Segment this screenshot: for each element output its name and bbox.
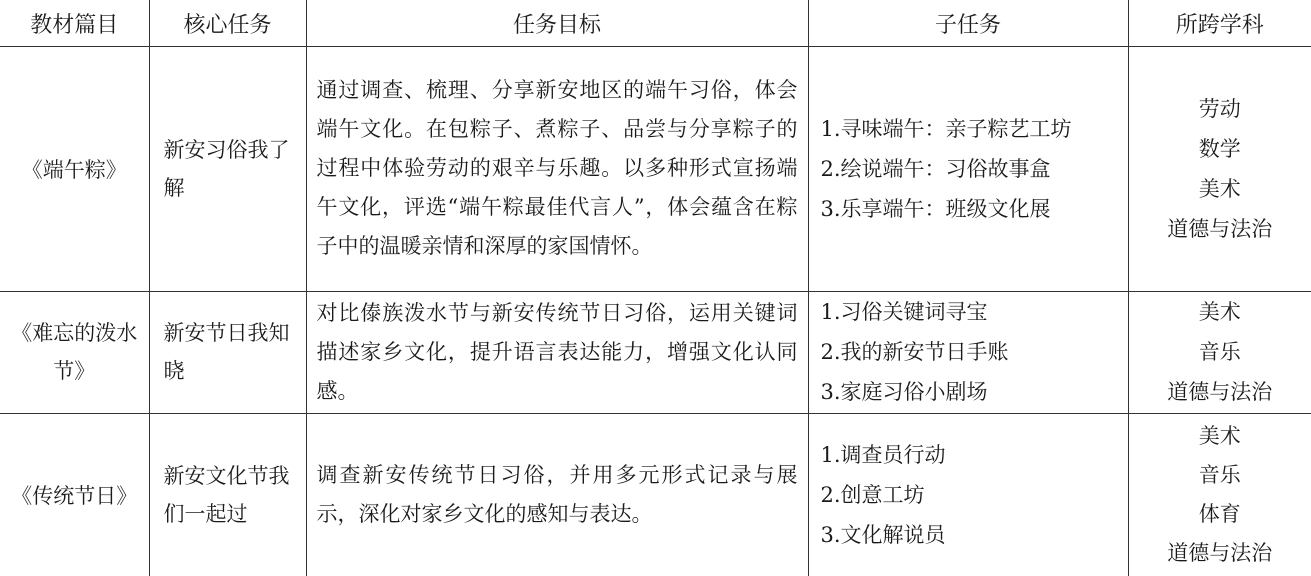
subtask-item: 2.创意工坊 — [820, 483, 925, 508]
subject-list — [1137, 417, 1304, 573]
lesson-cell: 《传统节日》 — [0, 414, 149, 576]
subjects-cell — [1128, 414, 1311, 576]
subtask-item: 3.乐享端午：班级文化展 — [820, 196, 1051, 221]
header-subtasks: 子任务 — [808, 0, 1128, 47]
task-goal-cell: 通过调查、梳理、分享新安地区的端午习俗，体会端午文化。在包粽子、煮粽子、品尝与分享粽子的过程中体验劳动的艰辛与乐趣。以多种形式宣扬端午文化，评选“端午粽最佳代言人”，体会蕴含在粽子中的温暖亲情和深厚的家国情怀。 — [306, 47, 808, 292]
subject-item: 美术 — [1198, 176, 1241, 201]
subject-item: 道德与法治 — [1167, 216, 1273, 241]
lesson-cell: 《难忘的泼水节》 — [0, 291, 149, 413]
subtask-item: 3.家庭习俗小剧场 — [820, 380, 988, 405]
subject-item: 道德与法治 — [1167, 541, 1273, 566]
subject-list — [1137, 89, 1304, 249]
header-task-goal: 任务目标 — [306, 0, 808, 47]
table-row — [0, 414, 1311, 576]
subject-item: 数学 — [1198, 136, 1241, 161]
header-row — [0, 0, 1311, 47]
subjects-cell — [1128, 47, 1311, 292]
subtasks-cell — [808, 414, 1128, 576]
subtasks-cell — [808, 291, 1128, 413]
core-task-cell: 新安文化节我们一起过 — [149, 414, 306, 576]
subtask-item: 3.文化解说员 — [820, 523, 946, 548]
table-row — [0, 291, 1311, 413]
core-task-cell: 新安节日我知晓 — [149, 291, 306, 413]
header-core-task: 核心任务 — [149, 0, 306, 47]
subjects-cell — [1128, 291, 1311, 413]
subject-list — [1137, 292, 1304, 412]
subject-item: 美术 — [1198, 424, 1241, 449]
subtasks-cell — [808, 47, 1128, 292]
subtask-item: 1.调查员行动 — [820, 443, 946, 468]
subtask-item: 2.我的新安节日手账 — [820, 340, 1009, 365]
subtask-item: 2.绘说端午：习俗故事盒 — [820, 156, 1051, 181]
header-subjects: 所跨学科 — [1128, 0, 1311, 47]
subject-item: 音乐 — [1198, 463, 1241, 488]
subject-item: 道德与法治 — [1167, 380, 1273, 405]
subtask-item: 1.寻味端午：亲子粽艺工坊 — [820, 116, 1072, 141]
task-goal-cell: 对比傣族泼水节与新安传统节日习俗，运用关键词描述家乡文化，提升语言表达能力，增强文化认同感。 — [306, 291, 808, 413]
subtask-list — [821, 109, 1120, 229]
task-goal-cell: 调查新安传统节日习俗，并用多元形式记录与展示，深化对家乡文化的感知与表达。 — [306, 414, 808, 576]
subtask-list — [821, 292, 1120, 412]
subtask-item: 1.习俗关键词寻宝 — [820, 300, 988, 325]
table-row — [0, 47, 1311, 292]
lesson-cell: 《端午粽》 — [0, 47, 149, 292]
subject-item: 劳动 — [1198, 96, 1241, 121]
core-task-cell: 新安习俗我了解 — [149, 47, 306, 292]
subtask-list — [821, 435, 1120, 555]
subject-item: 体育 — [1198, 502, 1241, 527]
subject-item: 美术 — [1198, 300, 1241, 325]
header-lesson: 教材篇目 — [0, 0, 149, 47]
subject-item: 音乐 — [1198, 340, 1241, 365]
